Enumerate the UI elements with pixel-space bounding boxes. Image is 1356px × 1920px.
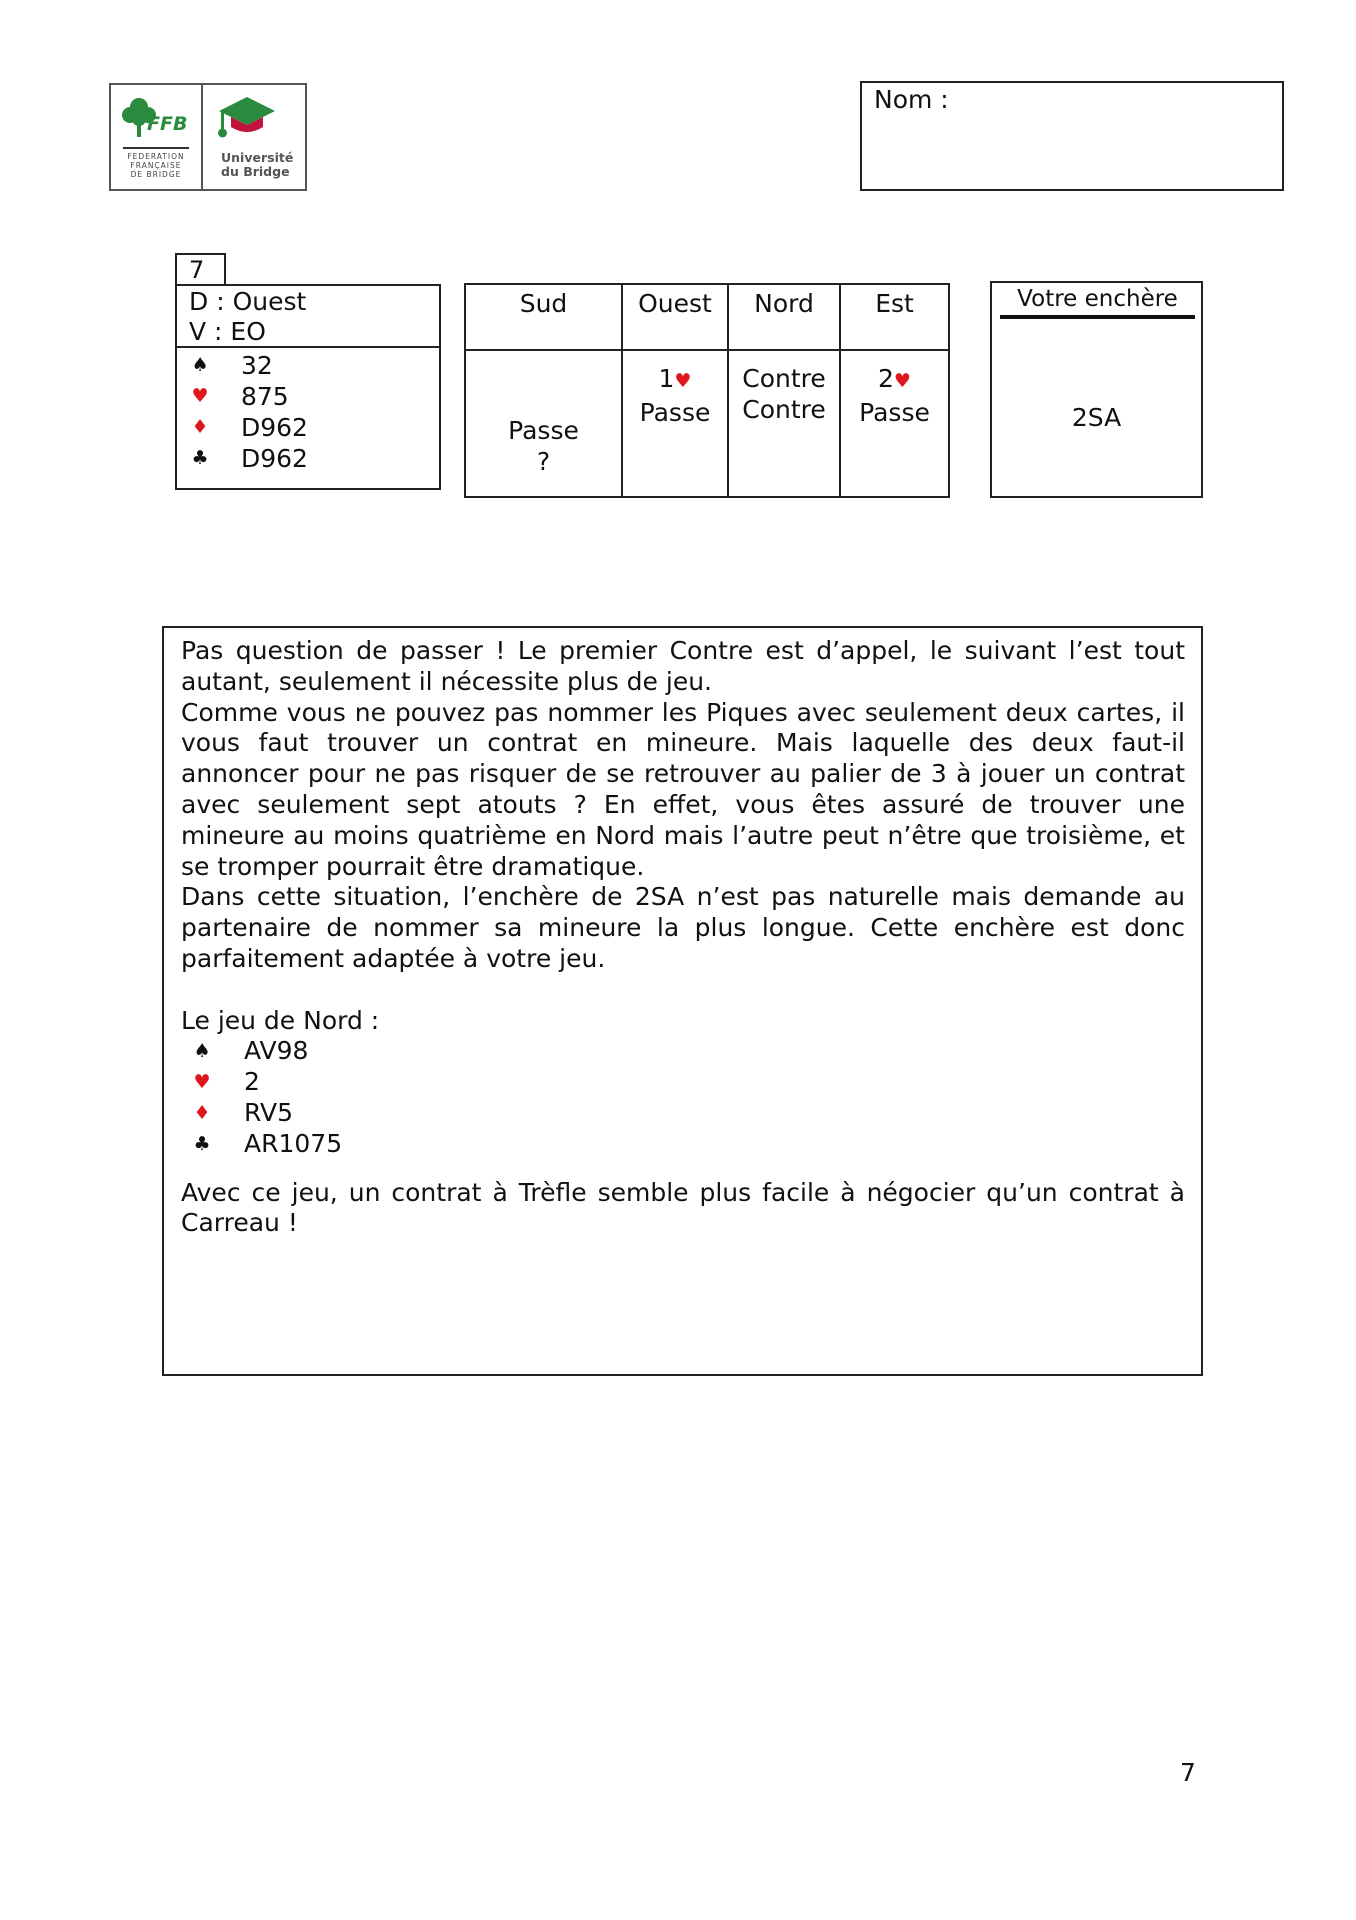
clubs-cards: D962 (241, 444, 308, 473)
vulnerability-label: V : EO (189, 317, 266, 346)
hearts-cards: 875 (241, 382, 289, 411)
hand-info (177, 286, 439, 348)
logo-divider (123, 147, 189, 149)
bid-header-sud: Sud (466, 285, 621, 351)
nord-clubs-row (181, 1129, 1185, 1160)
nord-spades-cards: AV98 (244, 1036, 309, 1066)
ffb-wordmark: FFB (147, 113, 188, 135)
diamond-icon: ♦ (193, 1101, 211, 1124)
bid-header-nord: Nord (729, 285, 839, 351)
answer-value: 2SA (1071, 403, 1122, 432)
hand-box (175, 284, 441, 490)
bid-column-est (841, 285, 948, 496)
bid-est-1-level: 2 (878, 364, 894, 393)
nord-diamonds-cards: RV5 (244, 1097, 294, 1127)
hand-hearts-row (177, 381, 439, 412)
bid-ouest-1-level: 1 (658, 364, 675, 393)
bid-body-nord (729, 351, 839, 496)
university-text (221, 151, 293, 179)
bid-header-ouest: Ouest (623, 285, 727, 351)
explanation-paragraph-2: Comme vous ne pouvez pas nommer les Piques avec seulement deux cartes, il vous faut trouver un contrat en mineure. Mais laquelle des deux faut-il annoncer pour ne pas risquer de se retrouver au palier de 3 à jouer un contrat avec seulement sept atouts ? En effet, vous êtes assuré de trouver une mineure au moins quatrième en Nord mais l’autre peut n’être que troisième, et se tromper pourrait être dramatique. (181, 697, 1185, 881)
hand-spades-row (177, 350, 439, 381)
bid-body-sud (466, 351, 621, 496)
university-line1: Université (221, 150, 294, 165)
bid-est-2: Passe (859, 398, 930, 427)
hand-clubs-row (177, 443, 439, 474)
answer-header: Votre enchère (1000, 283, 1195, 319)
heart-icon: ♥ (193, 1071, 211, 1094)
bid-ouest-1 (623, 363, 727, 397)
explanation-paragraph-1: Pas question de passer ! Le premier Contre est d’appel, le suivant l’est tout autant, seulement il nécessite plus de jeu. (181, 636, 1185, 696)
bid-sud-1: Passe (508, 416, 579, 445)
spacer (181, 975, 1185, 1006)
heart-icon: ♥ (893, 370, 911, 392)
explanation-box (162, 626, 1203, 1376)
name-label: Nom : (874, 85, 949, 114)
spade-icon: ♠ (193, 1040, 211, 1063)
nord-hearts-cards: 2 (244, 1067, 260, 1097)
explanation-conclusion: Avec ce jeu, un contrat à Trèfle semble plus facile à négocier qu’un contrat à Carreau ! (181, 1177, 1185, 1238)
university-line2: du Bridge (221, 164, 290, 179)
bid-nord-2: Contre (742, 395, 826, 424)
explanation-paragraph-3: Dans cette situation, l’enchère de 2SA n’est pas naturelle mais demande au partenaire de nommer sa mineure la plus longue. Cette enchère est donc parfaitement adaptée à votre jeu. (181, 882, 1185, 973)
nord-spades-row (181, 1036, 1185, 1067)
bid-body-est (841, 351, 948, 496)
bid-body-ouest (623, 351, 727, 496)
page-number: 7 (1180, 1758, 1196, 1787)
club-icon: ♣ (193, 1132, 211, 1155)
federation-text: FEDERATION FRANÇAISE DE BRIDGE (127, 152, 185, 179)
dealer-label: D : Ouest (189, 287, 307, 316)
board-number: 7 (175, 253, 226, 285)
bid-nord-1: Contre (742, 364, 826, 393)
bid-column-ouest (623, 285, 729, 496)
nord-hearts-row (181, 1067, 1185, 1098)
spades-cards: 32 (241, 351, 273, 380)
university-logo (203, 85, 305, 189)
heart-icon: ♥ (191, 385, 209, 407)
ffb-logo-left (111, 85, 203, 189)
nord-diamonds-row (181, 1098, 1185, 1129)
nord-clubs-cards: AR1075 (244, 1128, 343, 1158)
bid-ouest-2: Passe (639, 398, 711, 427)
diamonds-cards: D962 (241, 413, 308, 442)
name-field-box[interactable] (860, 81, 1284, 191)
spade-icon: ♠ (191, 354, 209, 376)
bid-column-nord (729, 285, 841, 496)
bidding-table (464, 283, 950, 498)
bid-est-1 (841, 363, 948, 397)
answer-box (990, 281, 1203, 498)
ffb-logo (109, 83, 307, 191)
spacer (181, 1160, 1185, 1178)
bid-column-sud (466, 285, 623, 496)
graduation-cap-icon (213, 95, 279, 145)
hand-diamonds-row (177, 412, 439, 443)
club-icon: ♣ (191, 447, 209, 469)
diamond-icon: ♦ (191, 416, 209, 438)
bid-sud-2: ? (536, 447, 551, 476)
heart-icon: ♥ (674, 370, 692, 392)
nord-hand-title: Le jeu de Nord : (181, 1005, 380, 1035)
bid-header-est: Est (841, 285, 948, 351)
